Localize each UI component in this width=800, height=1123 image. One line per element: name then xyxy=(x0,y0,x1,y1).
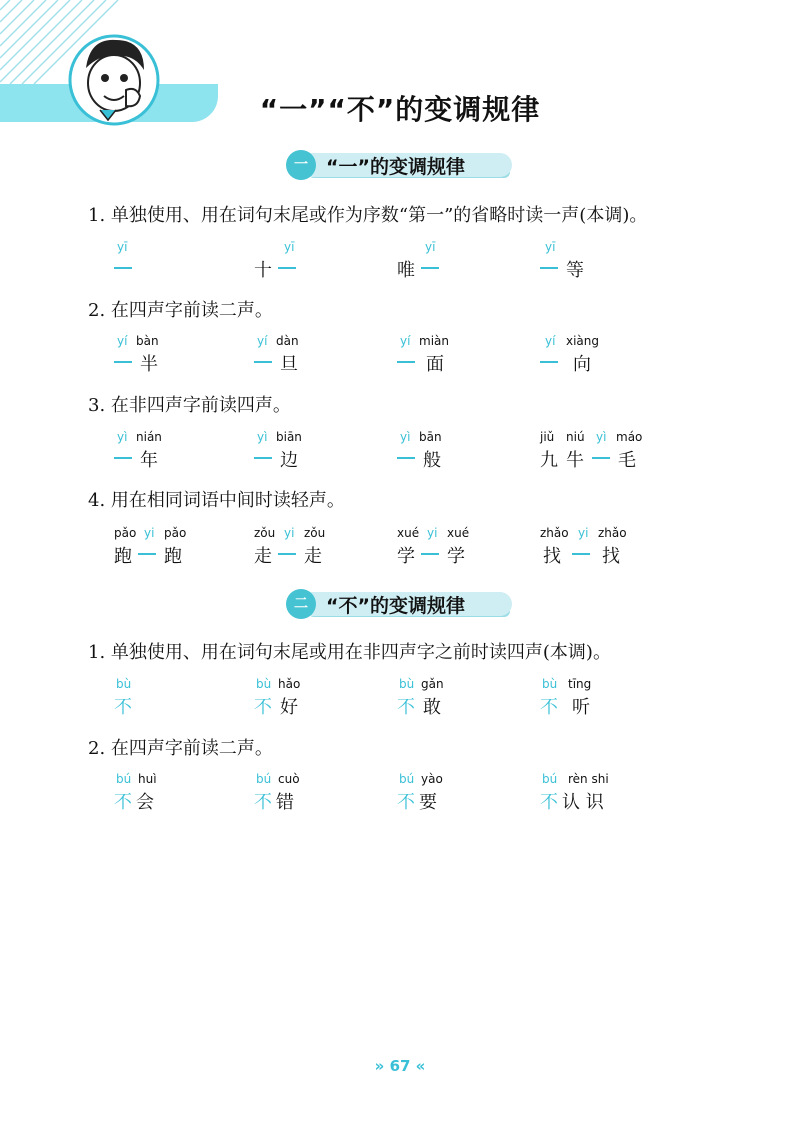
character: 走 xyxy=(254,546,272,567)
yi-character xyxy=(114,457,132,459)
section-header-yi xyxy=(286,150,526,180)
pinyin: pǎo xyxy=(114,526,137,540)
section-header-bu xyxy=(286,589,526,619)
character: 半 xyxy=(140,354,158,375)
yi-character xyxy=(114,361,132,363)
page-title: “一”“不”的变调规律 xyxy=(259,93,541,126)
character: 走 xyxy=(304,546,322,567)
pinyin: yī xyxy=(545,240,556,254)
character: 错 xyxy=(276,792,294,813)
yi-character xyxy=(572,553,590,555)
character: 会 xyxy=(136,792,154,813)
yi-character xyxy=(421,553,439,555)
pinyin: bān xyxy=(419,430,442,444)
pinyin: yào xyxy=(421,772,443,786)
page-number-value: 67 xyxy=(389,1057,411,1075)
character: 旦 xyxy=(280,354,298,375)
pinyin: bú xyxy=(256,772,272,786)
pinyin: yí xyxy=(545,334,556,348)
rule-text: 2. 在四声字前读二声。 xyxy=(88,738,273,759)
yi-character xyxy=(278,267,296,269)
pinyin: xué xyxy=(397,526,420,540)
pinyin: bù xyxy=(116,677,132,691)
bu-character: 不 xyxy=(254,792,272,813)
pinyin: bù xyxy=(542,677,558,691)
pinyin: tīng xyxy=(568,677,592,691)
chevron-left-icon: « xyxy=(415,1057,426,1075)
pinyin: cuò xyxy=(278,772,300,786)
yi-character xyxy=(254,457,272,459)
bu-character: 不 xyxy=(114,792,132,813)
pinyin: yì xyxy=(117,430,128,444)
yi-character xyxy=(540,361,558,363)
character: 唯 xyxy=(397,260,415,281)
rule-text: 4. 用在相同词语中间时读轻声。 xyxy=(88,490,345,511)
pinyin: xiàng xyxy=(566,334,600,348)
pinyin: máo xyxy=(616,430,643,444)
pinyin: hǎo xyxy=(278,677,301,691)
pinyin: bù xyxy=(256,677,272,691)
character: 敢 xyxy=(423,697,441,718)
pinyin: yī xyxy=(117,240,128,254)
pinyin: yì xyxy=(257,430,268,444)
yi-character xyxy=(114,267,132,269)
character: 学 xyxy=(397,546,415,567)
character: 十 xyxy=(254,260,272,281)
character: 要 xyxy=(419,792,437,813)
pinyin: niú xyxy=(566,430,585,444)
yi-character xyxy=(421,267,439,269)
pinyin: dàn xyxy=(276,334,299,348)
pinyin: zǒu xyxy=(254,526,276,540)
character: 边 xyxy=(280,450,298,471)
pinyin: yi xyxy=(427,526,438,540)
rule-text: 1. 单独使用、用在词句末尾或用在非四声字之前时读四声(本调)。 xyxy=(88,642,611,663)
bu-character: 不 xyxy=(114,697,132,718)
pinyin: miàn xyxy=(419,334,449,348)
character: 找 xyxy=(602,546,620,567)
character: 年 xyxy=(140,450,158,471)
section-number-badge: 二 xyxy=(286,589,316,619)
bu-character: 不 xyxy=(254,697,272,718)
character: 牛 xyxy=(566,450,584,471)
bu-character: 不 xyxy=(540,792,558,813)
character: 学 xyxy=(447,546,465,567)
pinyin: yi xyxy=(284,526,295,540)
pinyin: bú xyxy=(399,772,415,786)
pinyin: yì xyxy=(596,430,607,444)
pinyin: pǎo xyxy=(164,526,187,540)
pinyin: zǒu xyxy=(304,526,326,540)
pinyin: gǎn xyxy=(421,677,444,691)
character: 认 识 xyxy=(562,792,604,813)
character: 九 xyxy=(540,450,558,471)
yi-character xyxy=(592,457,610,459)
pinyin: yí xyxy=(400,334,411,348)
pinyin: jiǔ xyxy=(540,430,555,444)
bu-character: 不 xyxy=(540,697,558,718)
section-number-badge: 一 xyxy=(286,150,316,180)
pinyin: nián xyxy=(136,430,162,444)
pinyin: yí xyxy=(257,334,268,348)
section-title: “不”的变调规律 xyxy=(326,595,465,617)
character: 找 xyxy=(543,546,561,567)
pinyin: rèn shi xyxy=(568,772,609,786)
character: 向 xyxy=(573,354,591,375)
pinyin: bú xyxy=(116,772,132,786)
pinyin: zhǎo xyxy=(540,526,569,540)
rule-text: 3. 在非四声字前读四声。 xyxy=(88,395,291,416)
pinyin: yi xyxy=(144,526,155,540)
yi-character xyxy=(254,361,272,363)
pinyin: bàn xyxy=(136,334,159,348)
character: 跑 xyxy=(164,546,182,567)
pinyin: huì xyxy=(138,772,157,786)
pinyin: yí xyxy=(117,334,128,348)
bu-character: 不 xyxy=(397,792,415,813)
chevron-right-icon: » xyxy=(374,1057,385,1075)
pinyin: zhǎo xyxy=(598,526,627,540)
section-title: “一”的变调规律 xyxy=(326,156,465,178)
character: 般 xyxy=(423,450,441,471)
pinyin: yi xyxy=(578,526,589,540)
yi-character xyxy=(397,361,415,363)
yi-character xyxy=(138,553,156,555)
yi-character xyxy=(278,553,296,555)
pinyin: biān xyxy=(276,430,302,444)
character: 好 xyxy=(280,697,298,718)
pinyin: bù xyxy=(399,677,415,691)
pinyin: bú xyxy=(542,772,558,786)
character: 等 xyxy=(566,260,584,281)
character: 毛 xyxy=(618,450,636,471)
pinyin: yī xyxy=(425,240,436,254)
pinyin: xué xyxy=(447,526,470,540)
rule-text: 2. 在四声字前读二声。 xyxy=(88,300,273,321)
rule-text: 1. 单独使用、用在词句末尾或作为序数“第一”的省略时读一声(本调)。 xyxy=(88,205,648,226)
pinyin: yì xyxy=(400,430,411,444)
yi-character xyxy=(397,457,415,459)
character: 面 xyxy=(426,354,444,375)
character: 听 xyxy=(572,697,590,718)
yi-character xyxy=(540,267,558,269)
pinyin: yī xyxy=(284,240,295,254)
character: 跑 xyxy=(114,546,132,567)
page-number xyxy=(0,1057,800,1075)
bu-character: 不 xyxy=(397,697,415,718)
